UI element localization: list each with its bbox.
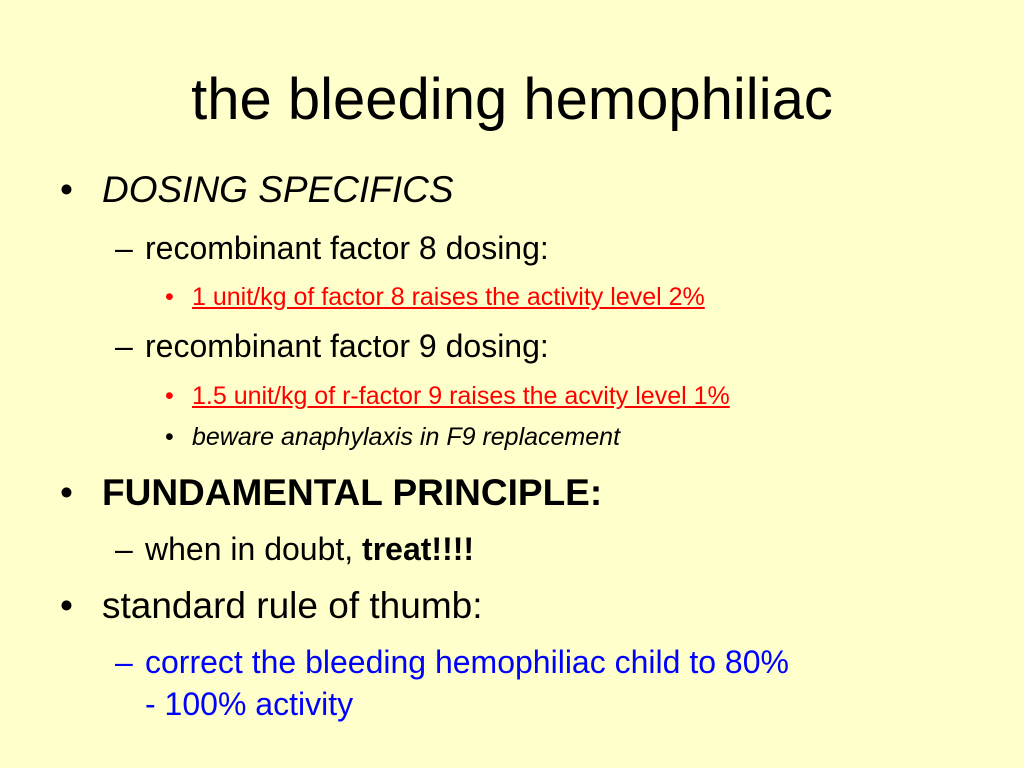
dash-icon: – [115, 230, 133, 266]
fundamental-principle-heading: FUNDAMENTAL PRINCIPLE: [102, 472, 603, 513]
bullet-icon: • [165, 382, 174, 410]
bullet-icon: • [60, 169, 73, 210]
doubt-prefix: when in doubt, [145, 531, 363, 567]
factor9-rule-link[interactable]: 1.5 unit/kg of r-factor 9 raises the acvity level 1% [192, 382, 730, 410]
rule-of-thumb-heading: standard rule of thumb: [102, 585, 483, 626]
doubt-line [145, 529, 474, 569]
slide-title: the bleeding hemophiliac [191, 67, 833, 132]
dash-icon: – [115, 644, 133, 680]
dash-icon: – [115, 328, 133, 364]
bullet-icon: • [60, 472, 73, 513]
doubt-emphasis: treat!!!! [362, 531, 475, 567]
correct-line-1: correct the bleeding hemophiliac child to 80% [145, 644, 789, 680]
dash-icon: – [115, 531, 133, 567]
factor8-rule-link[interactable]: 1 unit/kg of factor 8 raises the activity level 2% [192, 283, 705, 311]
factor9-warning: beware anaphylaxis in F9 replacement [192, 423, 621, 451]
correct-line-2: - 100% activity [145, 686, 354, 722]
bullet-icon: • [60, 585, 73, 626]
bullet-icon: • [165, 423, 174, 451]
factor9-heading: recombinant factor 9 dosing: [145, 328, 549, 364]
factor8-heading: recombinant factor 8 dosing: [145, 230, 549, 266]
dosing-specifics-heading: DOSING SPECIFICS [102, 169, 454, 210]
bullet-icon: • [165, 283, 174, 311]
